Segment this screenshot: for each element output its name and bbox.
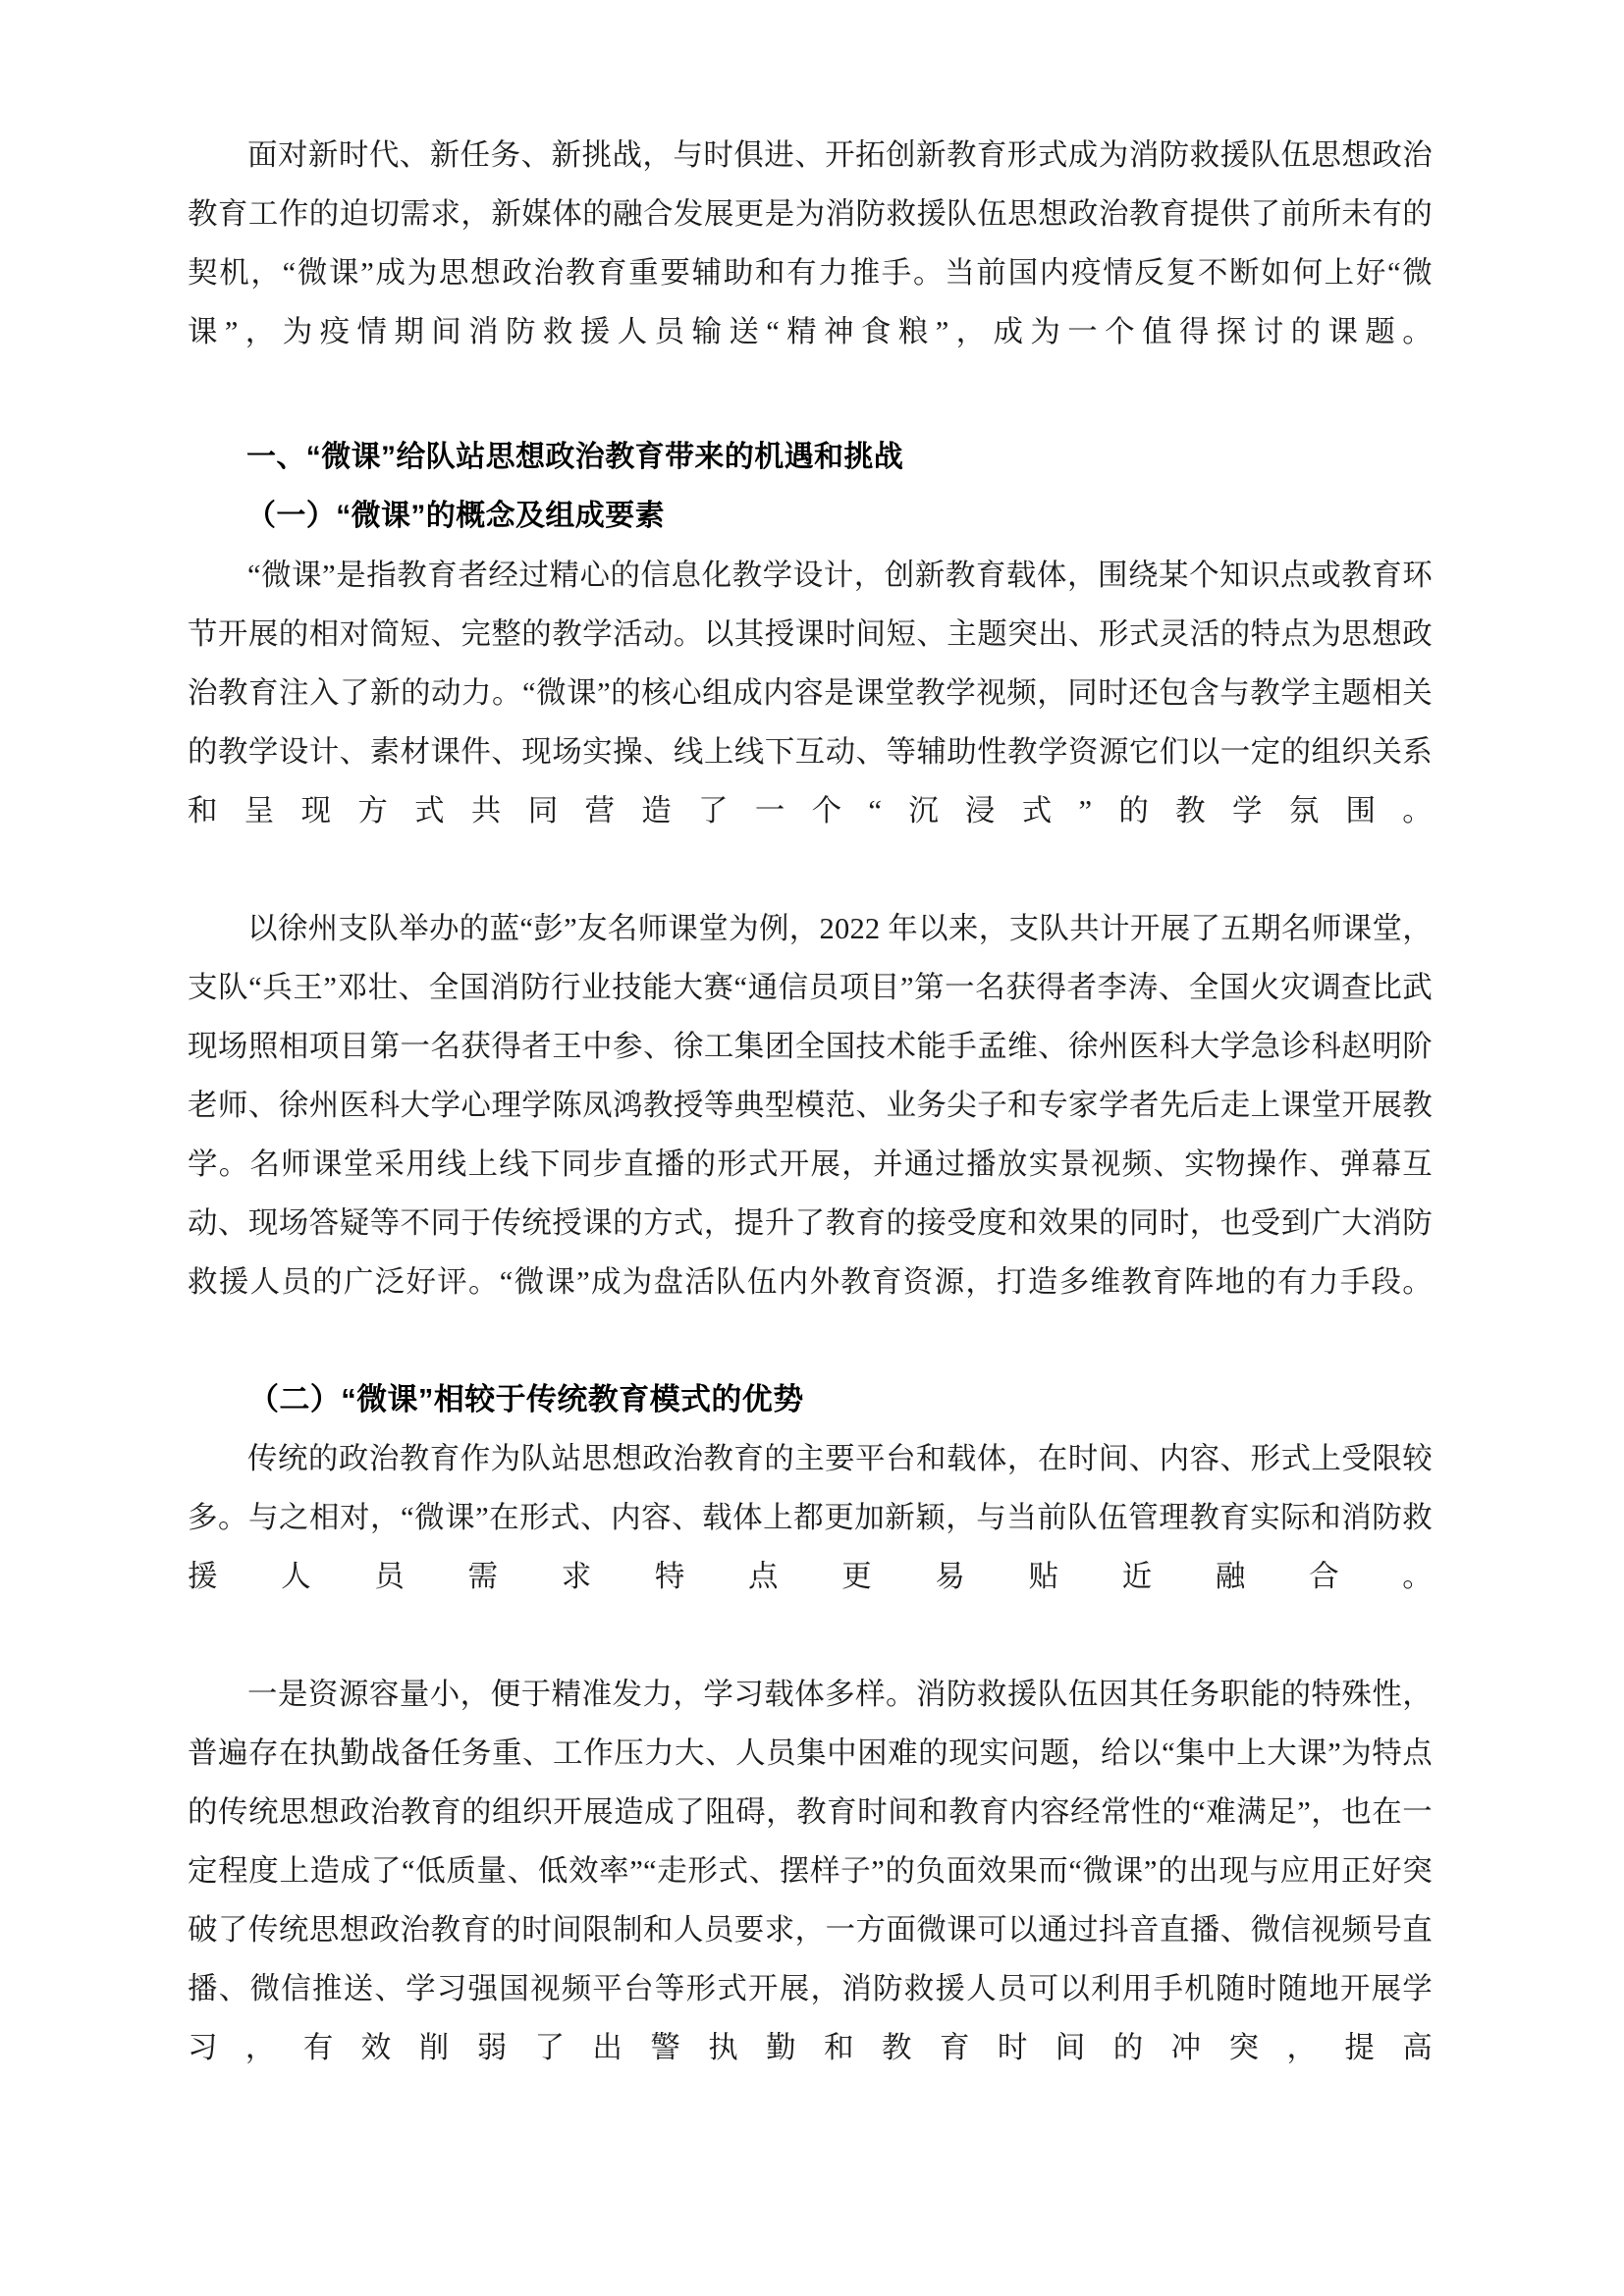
heading-section-one: 一、“微课”给队站思想政治教育带来的机遇和挑战 [246, 441, 904, 473]
heading-subsection-one-b: （二）“微课”相较于传统教育模式的优势 [248, 1382, 804, 1416]
paragraph-weike-definition: “微课”是指教育者经过精心的信息化教学设计，创新教育载体，围绕某个知识点或教育环节开展的相对简短、完整的教学活动。以其授课时间短、主题突出、形式灵活的特点为思想政治教育注入了新的动力。“微课”的核心组成内容是课堂教学视频，同时还包含与教学主题相关的教学设计、素材课件、现场实操、线上线下互动、等辅助性教学资源它们以一定的组织关系和呈现方式共同营造了一个“沉浸式”的教学氛围。 [188, 559, 1433, 828]
paragraph-advantage-one: 一是资源容量小，便于精准发力，学习载体多样。消防救援队伍因其任务职能的特殊性，普遍存在执勤战备任务重、工作压力大、人员集中困难的现实问题，给以“集中上大课”为特点的传统思想政治教育的组织开展造成了阻碍，教育时间和教育内容经常性的“难满足”，也在一定程度上造成了“低质量、低效率”“走形式、摆样子”的负面效果而“微课”的出现与应用正好突破了传统思想政治教育的时间限制和人员要求，一方面微课可以通过抖音直播、微信视频号直播、微信推送、学习强国视频平台等形式开展，消防救援人员可以利用手机随时随地开展学习，有效削弱了出警执勤和教育时间的冲突，提高 [188, 1678, 1433, 2064]
document-body [188, 126, 1433, 2136]
spacer [188, 420, 1433, 428]
heading-subsection-one-a: （一）“微课”的概念及组成要素 [246, 500, 665, 532]
paragraph-traditional-compare: 传统的政治教育作为队站思想政治教育的主要平台和载体，在时间、内容、形式上受限较多。与之相对，“微课”在形式、内容、载体上都更加新颖，与当前队伍管理教育实际和消防救援人员需求特点更易贴近融合。 [188, 1442, 1433, 1593]
paragraph-xuzhou-case: 以徐州支队举办的蓝“彭”友名师课堂为例，2022 年以来，支队共计开展了五期名师课堂，支队“兵王”邓壮、全国消防行业技能大赛“通信员项目”第一名获得者李涛、全国火灾调查比武现场照相项目第一名获得者王中参、徐工集团全国技术能手孟维、徐州医科大学急诊科赵明阶老师、徐州医科大学心理学陈凤鸿教授等典型模范、业务尖子和专家学者先后走上课堂开展教学。名师课堂采用线上线下同步直播的形式开展，并通过播放实景视频、实物操作、弹幕互动、现场答疑等不同于传统授课的方式，提升了教育的接受度和效果的同时，也受到广大消防救援人员的广泛好评。“微课”成为盘活队伍内外教育资源，打造多维教育阵地的有力手段。 [188, 912, 1433, 1299]
paragraph-intro: 面对新时代、新任务、新挑战，与时俱进、开拓创新教育形式成为消防救援队伍思想政治教育工作的迫切需求，新媒体的融合发展更是为消防救援队伍思想政治教育提供了前所未有的契机，“微课”成为思想政治教育重要辅助和有力推手。当前国内疫情反复不断如何上好“微课”，为疫情期间消防救援人员输送“精神食粮”，成为一个值得探讨的课题。 [188, 138, 1433, 348]
